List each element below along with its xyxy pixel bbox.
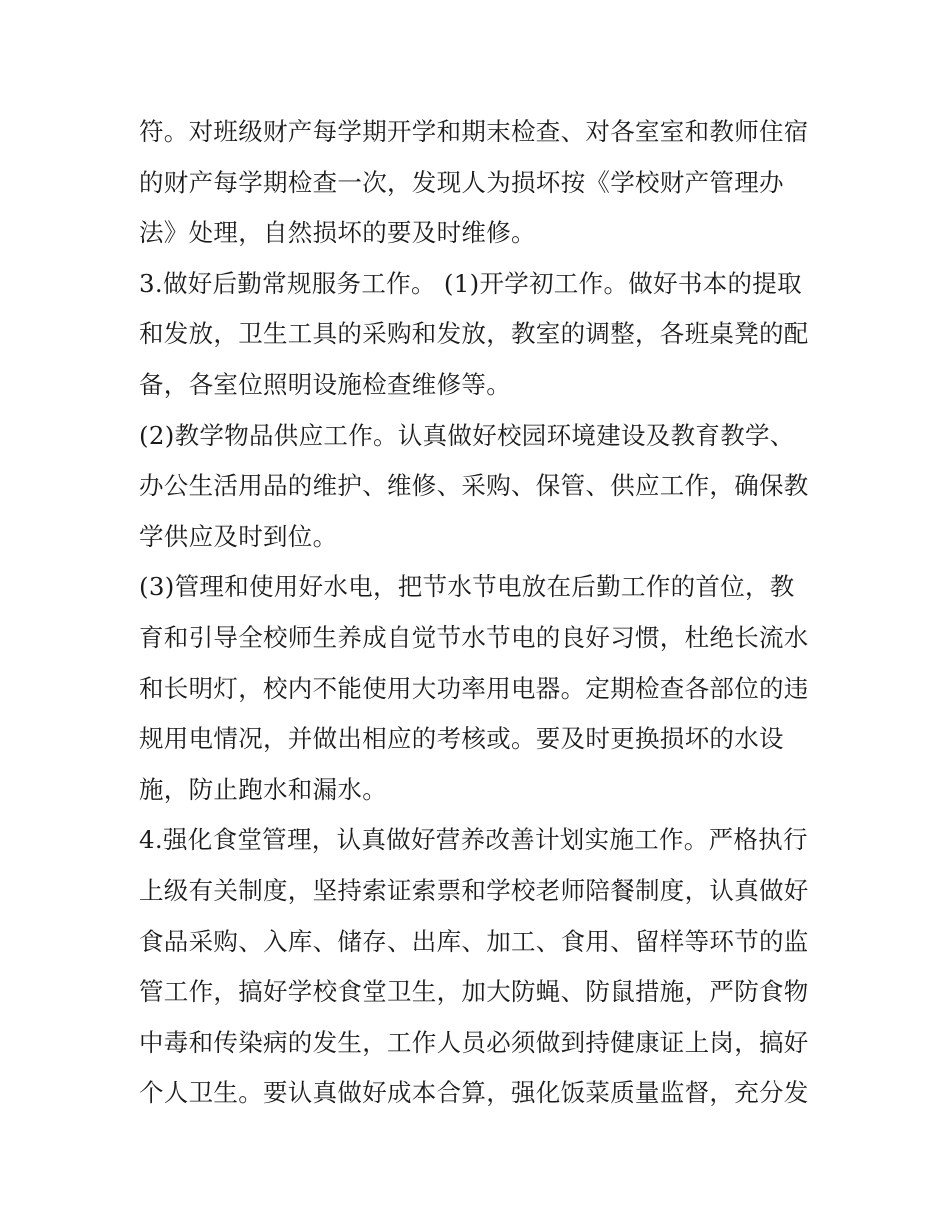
text-line: 中毒和传染病的发生，工作人员必须做到持健康证上岗，搞好 xyxy=(139,1027,809,1057)
text-line: 上级有关制度，坚持索证索票和学校老师陪餐制度，认真做好 xyxy=(139,875,809,905)
text-line: 法》处理，自然损坏的要及时维修。 xyxy=(139,218,536,248)
text-line: 个人卫生。要认真做好成本合算，强化饭菜质量监督，充分发 xyxy=(139,1078,809,1108)
text-line: 和发放，卫生工具的采购和发放，教室的调整，各班桌凳的配 xyxy=(139,319,809,349)
text-line: 学供应及时到位。 xyxy=(139,521,338,551)
text-line: 规用电情况，并做出相应的考核或。要及时更换损坏的水设 xyxy=(139,724,784,754)
text-line: 办公生活用品的维护、维修、采购、保管、供应工作，确保教 xyxy=(139,471,809,501)
text-line: 管工作，搞好学校食堂卫生，加大防蝇、防鼠措施，严防食物 xyxy=(139,977,809,1007)
text-line: 3.做好后勤常规服务工作。 (1)开学初工作。做好书本的提取 xyxy=(139,268,802,298)
text-line: (3)管理和使用好水电，把节水节电放在后勤工作的首位，教 xyxy=(139,572,795,602)
text-line: 符。对班级财产每学期开学和期末检查、对各室室和教师住宿 xyxy=(139,117,809,146)
document-body xyxy=(139,107,819,1119)
text-line: 和长明灯，校内不能使用大功率用电器。定期检查各部位的违 xyxy=(139,673,809,703)
text-line: 的财产每学期检查一次，发现人为损坏按《学校财产管理办 xyxy=(139,167,784,197)
text-line: 备，各室位照明设施检查维修等。 xyxy=(139,369,511,399)
text-line: 育和引导全校师生养成自觉节水节电的良好习惯，杜绝长流水 xyxy=(139,622,809,652)
text-line: (2)教学物品供应工作。认真做好校园环境建设及教育教学、 xyxy=(139,420,795,450)
text-line: 食品采购、入库、储存、出库、加工、食用、留样等环节的监 xyxy=(139,926,809,956)
text-line: 4.强化食堂管理，认真做好营养改善计划实施工作。严格执行 xyxy=(139,825,808,855)
text-line: 施，防止跑水和漏水。 xyxy=(139,774,387,804)
